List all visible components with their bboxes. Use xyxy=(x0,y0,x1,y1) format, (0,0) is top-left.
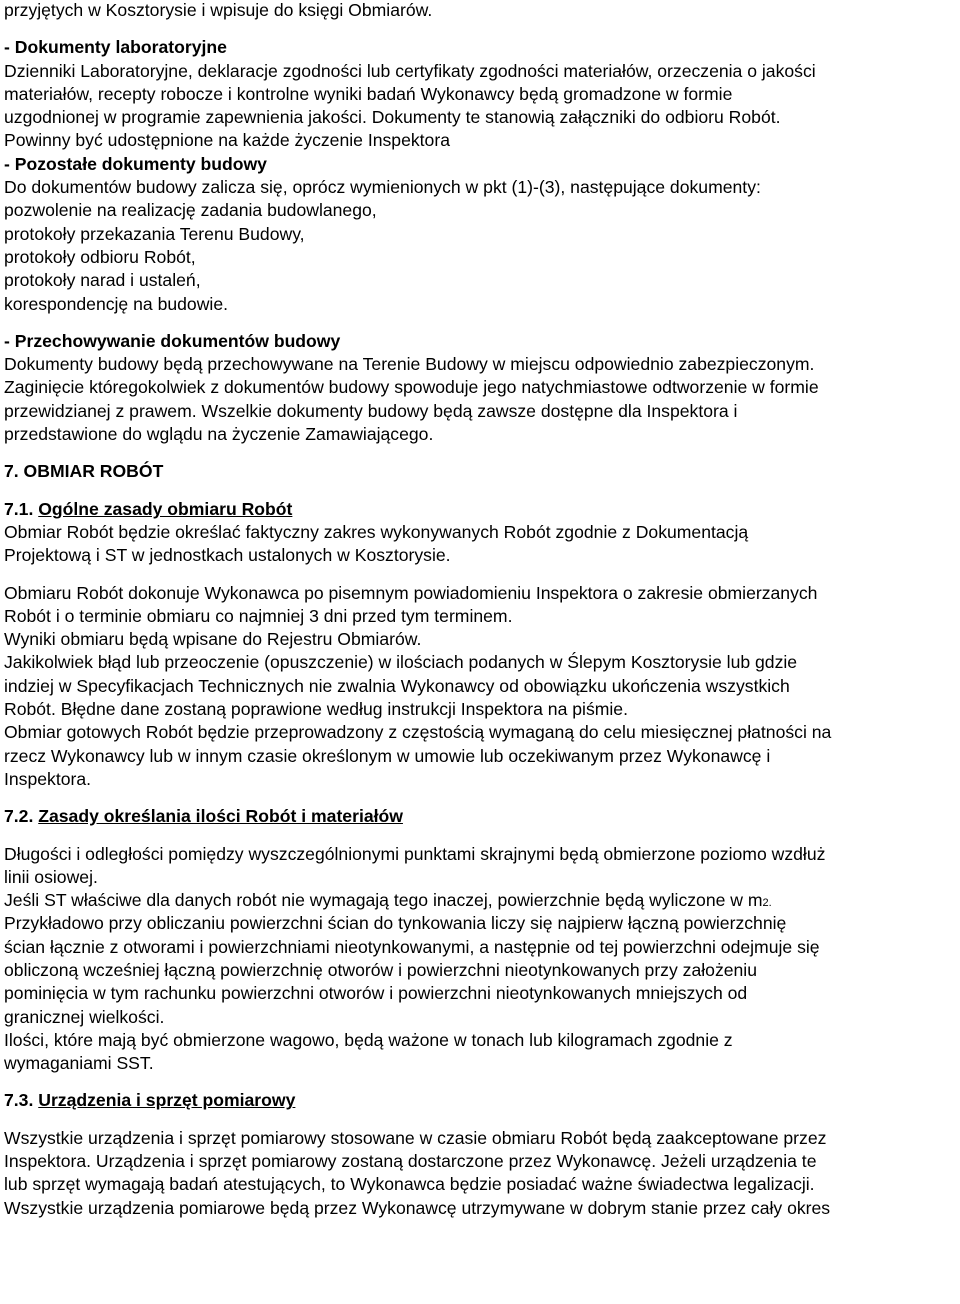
section-title: Urządzenia i sprzęt pomiarowy xyxy=(38,1090,296,1111)
section-7-3-heading xyxy=(4,1089,958,1112)
paragraph-line: uzgodnionej w programie zapewnienia jakości. Dokumenty te stanowią załączniki do odbioru Robót. xyxy=(4,107,781,128)
paragraph-line: Wyniki obmiaru będą wpisane do Rejestru Obmiarów. xyxy=(4,629,422,650)
paragraph-line: Zaginięcie któregokolwiek z dokumentów budowy spowoduje jego natychmiastowe odtworzenie w formie xyxy=(4,377,819,398)
section-number: 7.1. xyxy=(4,498,39,519)
paragraph-line: Robót i o terminie obmiaru co najmniej 3 dni przed tym terminem. xyxy=(4,605,513,626)
paragraph-line: Obmiaru Robót dokonuje Wykonawca po pisemnym powiadomieniu Inspektora o zakresie obmierzanych xyxy=(4,582,818,603)
paragraph-line: przyjętych w Kosztorysie i wpisuje do księgi Obmiarów. xyxy=(4,0,433,20)
paragraph-line: materiałów, recepty robocze i kontrolne wyniki badań Wykonawcy będą gromadzone w formie xyxy=(4,83,733,104)
document-page xyxy=(4,0,958,1220)
paragraph-line: ścian łącznie z otworami i powierzchniami nieotynkowanymi, a następnie od tej powierzchni odejmuje się xyxy=(4,936,820,957)
paragraph-line: Robót. Błędne dane zostaną poprawione według instrukcji Inspektora na piśmie. xyxy=(4,699,628,720)
list-item: pozwolenie na realizację zadania budowlanego, xyxy=(4,200,377,221)
paragraph-line: Inspektora. Urządzenia i sprzęt pomiarowy zostaną dostarczone przez Wykonawcę. Jeżeli urządzenia te xyxy=(4,1151,817,1172)
paragraph-line: obliczoną wcześniej łączną powierzchnię otworów i powierzchni nieotynkowanych przy założeniu xyxy=(4,959,758,980)
paragraph-line: Do dokumentów budowy zalicza się, oprócz wymienionych w pkt (1)-(3), następujące dokumenty: xyxy=(4,177,761,198)
paragraph-line: Obmiar gotowych Robót będzie przeprowadzony z częstością wymaganą do celu miesięcznej płatności na xyxy=(4,722,832,743)
section-title: Zasady określania ilości Robót i materiałów xyxy=(38,806,403,827)
paragraph-line: wymaganiami SST. xyxy=(4,1053,154,1074)
heading-lab-docs: - Dokumenty laboratoryjne xyxy=(4,37,227,58)
paragraph-line: rzecz Wykonawcy lub w innym czasie określonym w umowie lub oczekiwanym przez Wykonawcę i xyxy=(4,745,771,766)
section-7-heading: 7. OBMIAR ROBÓT xyxy=(4,461,164,482)
paragraph-line: linii osiowej. xyxy=(4,866,98,887)
paragraph-line: Obmiar Robót będzie określać faktyczny zakres wykonywanych Robót zgodnie z Dokumentacją xyxy=(4,521,749,542)
paragraph-line: Inspektora. xyxy=(4,768,92,789)
paragraph-line: Wszystkie urządzenia pomiarowe będą przez Wykonawcę utrzymywane w dobrym stanie przez cały okres xyxy=(4,1197,831,1218)
paragraph-line: Dzienniki Laboratoryjne, deklaracje zgodności lub certyfikaty zgodności materiałów, orzeczenia o jakości xyxy=(4,60,816,81)
unit-subscript: 2. xyxy=(762,897,772,910)
paragraph-text: Jeśli ST właściwe dla danych robót nie wymagają tego inaczej, powierzchnie będą wyliczone w m xyxy=(4,890,763,911)
paragraph-line: lub sprzęt wymagają badań atestujących, to Wykonawca będzie posiadać ważne świadectwa legalizacji. xyxy=(4,1174,815,1195)
heading-other-docs: - Pozostałe dokumenty budowy xyxy=(4,153,267,174)
paragraph-line: Dokumenty budowy będą przechowywane na Terenie Budowy w miejscu odpowiednio zabezpieczonym. xyxy=(4,354,815,375)
paragraph-line: Powinny być udostępnione na każde życzenie Inspektora xyxy=(4,130,450,151)
paragraph-line: Długości i odległości pomiędzy wyszczególnionymi punktami skrajnymi będą obmierzone poziomo wzdłuż xyxy=(4,843,826,864)
list-item: protokoły narad i ustaleń, xyxy=(4,270,201,291)
paragraph-line: Projektową i ST w jednostkach ustalonych w Kosztorysie. xyxy=(4,545,451,566)
section-7-2-heading xyxy=(4,805,958,828)
list-item: korespondencję na budowie. xyxy=(4,293,228,314)
paragraph-line: Jakikolwiek błąd lub przeoczenie (opuszczenie) w ilościach podanych w Ślepym Kosztorysie lub gdzie xyxy=(4,652,798,673)
list-item: protokoły odbioru Robót, xyxy=(4,246,196,267)
paragraph-line: przedstawione do wglądu na życzenie Zamawiającego. xyxy=(4,424,434,445)
section-7-1-heading xyxy=(4,498,958,521)
paragraph-line: Wszystkie urządzenia i sprzęt pomiarowy stosowane w czasie obmiaru Robót będą zaakceptowane przez xyxy=(4,1127,827,1148)
paragraph-line: przewidzianej z prawem. Wszelkie dokumenty budowy będą zawsze dostępne dla Inspektora i xyxy=(4,400,738,421)
section-number: 7.3. xyxy=(4,1090,39,1111)
section-number: 7.2. xyxy=(4,806,39,827)
heading-storage: - Przechowywanie dokumentów budowy xyxy=(4,330,341,351)
paragraph-line: indziej w Specyfikacjach Technicznych nie zwalnia Wykonawcy od obowiązku ukończenia wszystkich xyxy=(4,675,790,696)
list-item: protokoły przekazania Terenu Budowy, xyxy=(4,223,305,244)
paragraph-line: granicznej wielkości. xyxy=(4,1006,165,1027)
paragraph-line: Ilości, które mają być obmierzone wagowo, będą ważone w tonach lub kilogramach zgodnie z xyxy=(4,1029,733,1050)
paragraph-line: Przykładowo przy obliczaniu powierzchni ścian do tynkowania liczy się najpierw łączną powierzchnię xyxy=(4,913,787,934)
paragraph-line: pominięcia w tym rachunku powierzchni otworów i powierzchni nieotynkowanych mniejszych od xyxy=(4,983,748,1004)
paragraph-line xyxy=(4,889,958,912)
section-title: Ogólne zasady obmiaru Robót xyxy=(38,498,293,519)
